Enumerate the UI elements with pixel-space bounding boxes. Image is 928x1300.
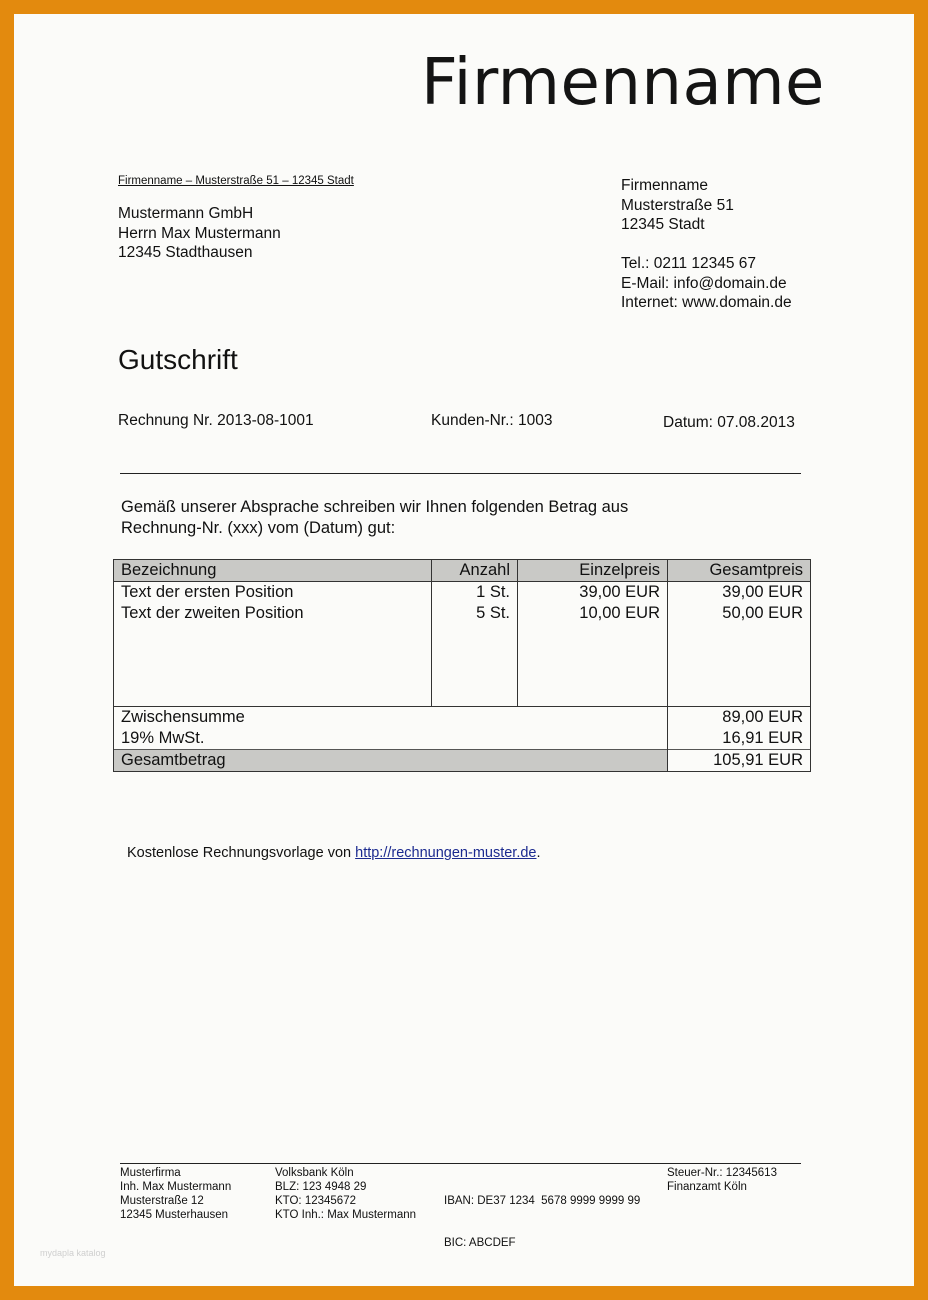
item-description: Text der zweiten Position bbox=[114, 603, 432, 624]
recipient-line: Herrn Max Mustermann bbox=[118, 224, 281, 242]
subtotal-value: 89,00 EUR bbox=[668, 707, 811, 729]
footer-line: Volksbank Köln bbox=[275, 1167, 354, 1179]
contact-line: 12345 Stadt bbox=[621, 216, 705, 233]
footer-iban bbox=[444, 1166, 640, 1278]
contact-line: Musterstraße 51 bbox=[621, 196, 734, 214]
table-header-row bbox=[114, 560, 811, 582]
watermark: mydapla katalog bbox=[40, 1248, 106, 1258]
invoice-page bbox=[14, 14, 914, 1286]
vat-value: 16,91 EUR bbox=[668, 728, 811, 750]
column-header: Anzahl bbox=[432, 560, 518, 582]
sender-contact-block bbox=[621, 176, 792, 313]
footer-line: 12345 Musterhausen bbox=[120, 1209, 229, 1221]
intro-line: Gemäß unserer Absprache schreiben wir Ihnen folgenden Betrag aus bbox=[121, 498, 629, 516]
company-title: Firmenname bbox=[421, 46, 825, 120]
footer-line: BLZ: 123 4948 29 bbox=[275, 1181, 367, 1193]
table-empty-space bbox=[114, 624, 811, 707]
vat-label: 19% MwSt. bbox=[114, 728, 668, 750]
item-unit-price: 10,00 EUR bbox=[518, 603, 668, 624]
column-header: Gesamtpreis bbox=[668, 560, 811, 582]
footer-line: Steuer-Nr.: 12345613 bbox=[667, 1167, 777, 1179]
item-total: 39,00 EUR bbox=[668, 582, 811, 604]
contact-line: Firmenname bbox=[621, 177, 708, 194]
recipient-line: Mustermann GmbH bbox=[118, 205, 254, 222]
subtotal-label: Zwischensumme bbox=[114, 707, 668, 729]
vat-row bbox=[114, 728, 811, 750]
footer-company bbox=[120, 1166, 231, 1222]
intro-line: Rechnung-Nr. (xxx) vom (Datum) gut: bbox=[121, 519, 396, 537]
total-label: Gesamtbetrag bbox=[114, 750, 668, 772]
footer-line: KTO: 12345672 bbox=[275, 1195, 356, 1207]
customer-number: Kunden-Nr.: 1003 bbox=[431, 412, 553, 429]
table-row bbox=[114, 603, 811, 624]
recipient-line: 12345 Stadthausen bbox=[118, 244, 253, 261]
template-credit bbox=[127, 845, 541, 861]
divider bbox=[120, 473, 801, 474]
item-total: 50,00 EUR bbox=[668, 603, 811, 624]
item-quantity: 5 St. bbox=[432, 603, 518, 624]
footer-divider bbox=[120, 1163, 801, 1164]
footer-bank bbox=[275, 1166, 416, 1222]
recipient-address bbox=[118, 204, 281, 263]
contact-line bbox=[621, 235, 792, 255]
item-description: Text der ersten Position bbox=[114, 582, 432, 604]
footer-tax bbox=[667, 1166, 777, 1194]
items-table bbox=[113, 559, 811, 772]
credit-text: Kostenlose Rechnungsvorlage von bbox=[127, 845, 356, 861]
table-row bbox=[114, 582, 811, 604]
total-value: 105,91 EUR bbox=[668, 750, 811, 772]
intro-text bbox=[121, 497, 628, 539]
item-unit-price: 39,00 EUR bbox=[518, 582, 668, 604]
column-header: Bezeichnung bbox=[114, 560, 432, 582]
item-quantity: 1 St. bbox=[432, 582, 518, 604]
footer-line: BIC: ABCDEF bbox=[444, 1237, 516, 1249]
invoice-number: Rechnung Nr. 2013-08-1001 bbox=[118, 412, 314, 429]
credit-suffix: . bbox=[536, 845, 541, 861]
document-date: Datum: 07.08.2013 bbox=[663, 414, 795, 431]
footer-line: Inh. Max Mustermann bbox=[120, 1181, 232, 1193]
contact-line: Tel.: 0211 12345 67 bbox=[621, 255, 757, 272]
contact-line: Internet: www.domain.de bbox=[621, 294, 792, 311]
subtotal-row bbox=[114, 707, 811, 729]
footer-line: Musterfirma bbox=[120, 1167, 181, 1179]
footer-line: KTO Inh.: Max Mustermann bbox=[275, 1209, 417, 1221]
contact-line: E-Mail: info@domain.de bbox=[621, 274, 787, 292]
sender-return-address: Firmenname – Musterstraße 51 – 12345 Stadt bbox=[118, 175, 354, 187]
total-row bbox=[114, 750, 811, 772]
footer-line: Finanzamt Köln bbox=[667, 1181, 747, 1193]
footer-line: Musterstraße 12 bbox=[120, 1195, 204, 1207]
document-title: Gutschrift bbox=[118, 344, 238, 375]
credit-link[interactable]: http://rechnungen-muster.de bbox=[355, 845, 537, 861]
column-header: Einzelpreis bbox=[518, 560, 668, 582]
footer-line: IBAN: DE37 1234 5678 9999 9999 99 bbox=[444, 1195, 641, 1207]
